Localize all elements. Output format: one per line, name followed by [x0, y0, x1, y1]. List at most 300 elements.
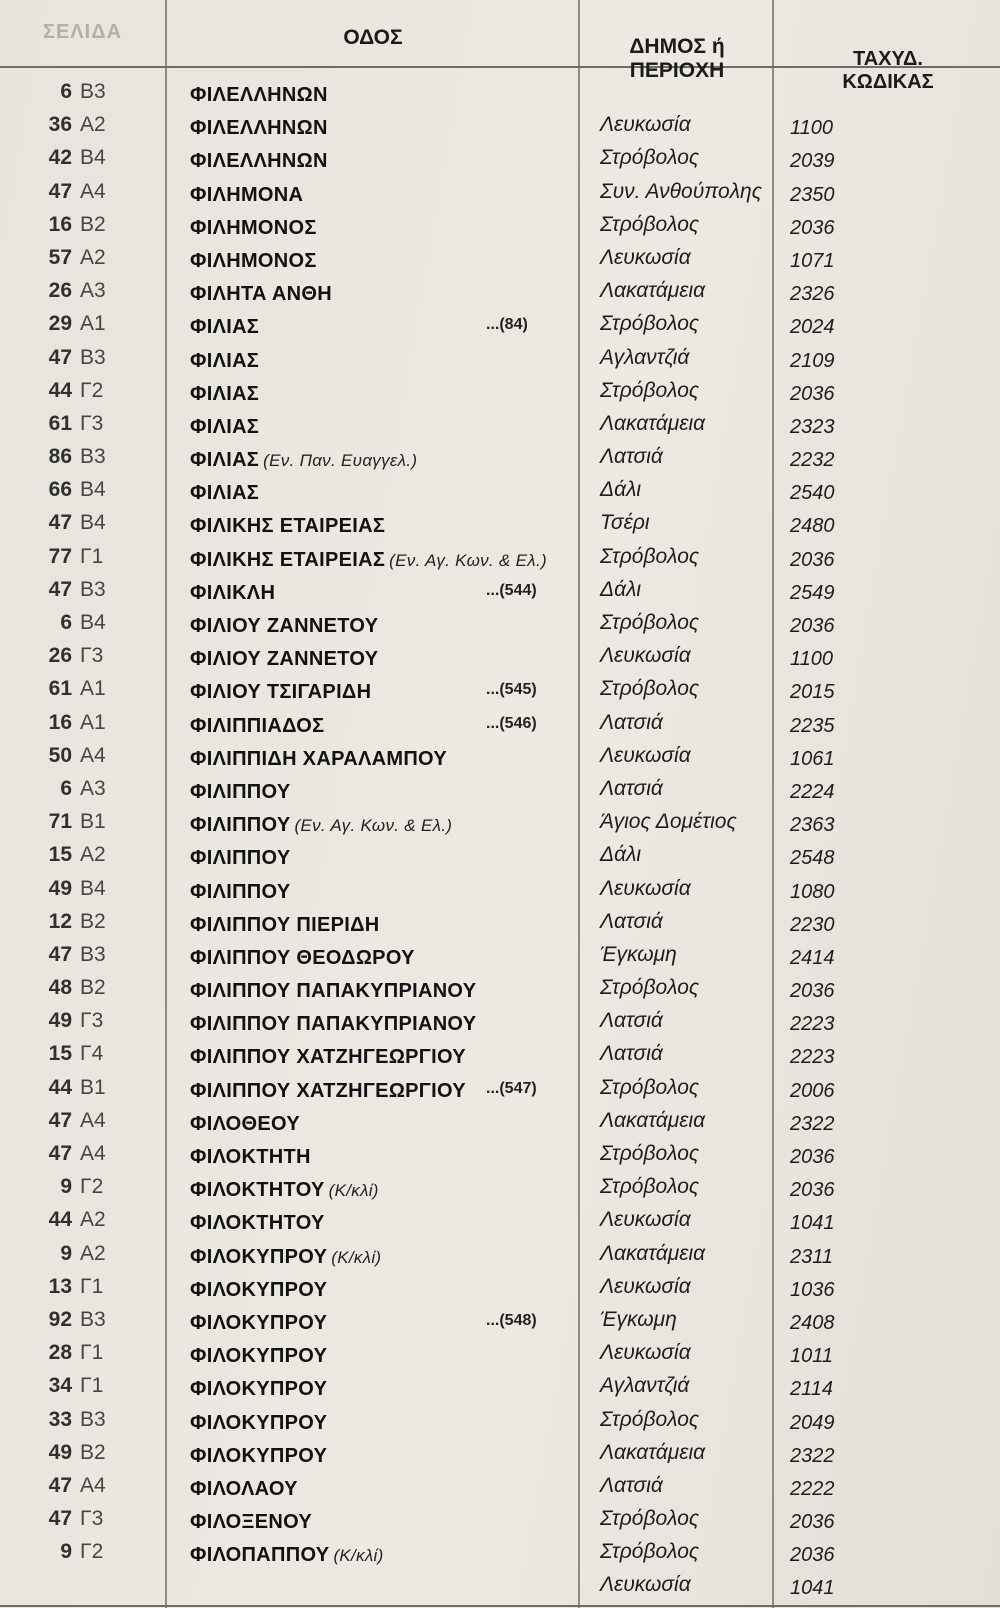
page-ref — [6, 346, 158, 370]
postal-code: 2540 — [790, 482, 835, 505]
street-name-cell — [190, 217, 321, 240]
street-name-cell — [190, 881, 295, 904]
page-number: 47 — [48, 1142, 72, 1165]
page-number: 42 — [48, 146, 72, 170]
page-number: 49 — [48, 1009, 72, 1033]
page-number: 47 — [48, 179, 72, 203]
postal-code: 2036 — [790, 548, 835, 571]
page-number: 16 — [48, 212, 72, 236]
street-name-cell — [190, 748, 451, 771]
area-name: Στρόβολος — [600, 1175, 700, 1199]
street-name: ΦΙΛΟΛΑΟΥ — [190, 1477, 298, 1500]
grid-ref: B3 — [80, 345, 106, 369]
street-name-cell — [190, 1279, 331, 1302]
area-name: Λατσιά — [600, 445, 663, 469]
page-number: 71 — [48, 810, 72, 834]
table-row — [0, 673, 1000, 706]
street-name-cell — [190, 715, 328, 738]
page-number: 47 — [48, 345, 72, 369]
street-name: ΦΙΛΙΚΛΗ — [190, 581, 276, 604]
street-name-cell — [190, 781, 295, 804]
grid-ref: B3 — [80, 942, 106, 966]
page-ref — [6, 644, 158, 668]
postal-code: 2223 — [790, 1046, 835, 1069]
postal-code: 2036 — [790, 1179, 835, 1202]
page-number: 48 — [48, 976, 72, 1000]
table-row — [0, 1370, 1000, 1403]
postal-code: 2036 — [790, 1511, 835, 1534]
postal-code: 2024 — [790, 316, 835, 339]
area-name: Λευκωσία — [600, 743, 691, 767]
page-number: 47 — [48, 1473, 72, 1497]
street-name: ΦΙΛΙΑΣ — [190, 316, 260, 339]
table-row — [0, 176, 1000, 209]
page-number: 47 — [48, 942, 72, 966]
grid-ref: Γ3 — [80, 644, 104, 668]
page-ref — [6, 445, 158, 469]
postal-code: 2414 — [790, 946, 835, 969]
table-row — [0, 906, 1000, 939]
postal-code: 2224 — [790, 780, 835, 803]
page-ref — [6, 1441, 158, 1465]
page-number: 44 — [48, 1075, 72, 1099]
street-name-cell — [190, 449, 417, 472]
street-name-cell — [190, 1577, 194, 1600]
street-name-cell — [190, 283, 336, 306]
table-row — [0, 740, 1000, 773]
page-number: 61 — [48, 411, 72, 435]
page-ref — [6, 1374, 158, 1398]
street-name-cell — [190, 615, 382, 638]
postal-code: 2408 — [790, 1311, 835, 1334]
street-name: ΦΙΛΙΚΗΣ ΕΤΑΙΡΕΙΑΣ — [190, 515, 386, 538]
postal-code: 2350 — [790, 183, 835, 206]
page-ref — [6, 113, 158, 137]
street-name: ΦΙΛΙΑΣ — [190, 382, 260, 405]
table-row — [0, 707, 1000, 740]
street-name-cell — [190, 84, 332, 107]
area-name: Λατσιά — [600, 710, 663, 734]
street-name: ΦΙΛΙΟΥ ΖΑΝΝΕΤΟΥ — [190, 615, 379, 637]
street-name-cell — [190, 947, 419, 970]
page-ref — [6, 1341, 158, 1365]
table-row — [0, 1337, 1000, 1370]
street-name-cell — [190, 980, 480, 1003]
area-name: Λακατάμεια — [600, 1440, 706, 1464]
area-name: Έγκωμη — [600, 942, 677, 966]
page-ref — [6, 545, 158, 569]
grid-ref: Γ2 — [80, 1175, 104, 1199]
page-ref — [6, 943, 158, 967]
footnote-ref: ...(548) — [486, 1311, 537, 1329]
page-number: 9 — [60, 1540, 72, 1564]
postal-code: 2548 — [790, 847, 835, 870]
street-name-cell — [190, 117, 332, 140]
street-name: ΦΙΛΟΚΤΗΤΟΥ — [190, 1179, 325, 1202]
postal-code: 2230 — [790, 913, 835, 936]
grid-ref: A2 — [80, 113, 106, 137]
grid-ref: A3 — [80, 776, 106, 800]
street-note: (Κ/κλί) — [328, 1181, 379, 1201]
page-ref — [6, 910, 158, 934]
street-note: (Εν. Παν. Ευαγγελ.) — [263, 451, 418, 471]
page-number: 34 — [48, 1374, 72, 1398]
page-ref — [6, 412, 158, 436]
page-ref — [6, 1408, 158, 1432]
grid-ref: Γ1 — [80, 544, 104, 568]
page-ref — [6, 578, 158, 602]
area-name: Δάλι — [600, 478, 642, 502]
table-row — [0, 939, 1000, 972]
grid-ref: Γ1 — [80, 1341, 104, 1365]
street-name-cell — [190, 1146, 315, 1169]
postal-code: 1100 — [790, 648, 834, 671]
area-name: Στρόβολος — [600, 1407, 700, 1431]
grid-ref: B2 — [80, 976, 106, 1000]
page-ref — [6, 1142, 158, 1166]
footer-rule — [0, 1605, 1000, 1607]
grid-ref: A4 — [80, 1142, 106, 1165]
table-row — [0, 607, 1000, 640]
table-row — [0, 972, 1000, 1005]
postal-code: 1071 — [790, 249, 835, 272]
area-name: Δάλι — [600, 843, 642, 867]
page-number: 61 — [48, 677, 72, 701]
header-page: ΣΕΛΙΔΑ — [42, 20, 123, 43]
street-name-cell — [190, 1113, 304, 1136]
grid-ref: B1 — [80, 810, 106, 834]
area-name: Λευκωσία — [600, 245, 691, 269]
postal-code: 1080 — [790, 880, 835, 903]
street-name-cell — [190, 515, 389, 538]
table-row — [0, 342, 1000, 375]
postal-code: 1041 — [790, 1212, 835, 1235]
postal-code: 2006 — [790, 1079, 835, 1102]
street-name: ΦΙΛΙΠΠΟΥ ΧΑΤΖΗΓΕΩΡΓΙΟΥ — [190, 1046, 466, 1069]
page-ref — [6, 1540, 158, 1564]
area-name: Συν. Ανθούπολης — [600, 179, 762, 203]
area-name: Στρόβολος — [600, 1507, 700, 1531]
table-row — [0, 308, 1000, 341]
grid-ref: B3 — [80, 1407, 106, 1431]
table-row — [0, 1105, 1000, 1138]
grid-ref: A4 — [80, 1473, 106, 1497]
street-name: ΦΙΛΙΟΥ ΖΑΝΝΕΤΟΥ — [190, 648, 379, 671]
area-name: Στρόβολος — [600, 146, 700, 170]
area-name: Λατσιά — [600, 1042, 663, 1066]
postal-code: 2036 — [790, 615, 835, 637]
grid-ref: Γ4 — [80, 1042, 104, 1066]
grid-ref: B4 — [80, 876, 106, 900]
street-name: ΦΙΛΟΞΕΝΟΥ — [190, 1511, 313, 1534]
street-name-cell — [190, 350, 263, 373]
street-name-cell — [190, 1013, 480, 1036]
street-name: ΦΙΛΙΠΠΟΥ — [190, 847, 291, 870]
page-ref — [6, 1507, 158, 1531]
header-zip-line2: ΚΩΔΙΚΑΣ — [842, 71, 934, 93]
postal-code: 2036 — [790, 216, 835, 239]
postal-code: 2114 — [790, 1378, 834, 1401]
street-name: ΦΙΛΙΠΠΟΥ ΧΑΤΖΗΓΕΩΡΓΙΟΥ — [190, 1079, 466, 1102]
table-row — [0, 773, 1000, 806]
area-name: Στρόβολος — [600, 544, 700, 568]
grid-ref: B4 — [80, 511, 106, 535]
page-ref — [6, 843, 158, 867]
area-name: Λευκωσία — [600, 644, 691, 668]
table-row — [0, 574, 1000, 607]
grid-ref: A3 — [80, 279, 106, 303]
street-name-cell — [190, 316, 263, 339]
page-ref — [6, 279, 158, 303]
page-ref — [6, 312, 158, 336]
street-name: ΦΙΛΕΛΛΗΝΩΝ — [190, 117, 328, 140]
page-number: 77 — [48, 544, 72, 568]
postal-code: 2036 — [790, 1146, 835, 1168]
street-name: ΦΙΛΙΠΠΟΥ ΠΑΠΑΚΥΠΡΙΑΝΟΥ — [190, 980, 477, 1003]
postal-code: 2223 — [790, 1013, 835, 1036]
street-name-cell — [190, 1478, 302, 1501]
grid-ref: B1 — [80, 1075, 106, 1099]
grid-ref: A1 — [80, 710, 106, 734]
page-number: 26 — [48, 279, 72, 303]
postal-code: 2363 — [790, 814, 835, 837]
postal-code: 2549 — [790, 581, 835, 604]
header-zip-line1: ΤΑΧΥΔ. — [853, 48, 923, 70]
area-name: Στρόβολος — [600, 1540, 700, 1564]
postal-code: 2015 — [790, 681, 835, 704]
street-name: ΦΙΛΙΑΣ — [190, 482, 260, 505]
footnote-ref: ...(546) — [486, 714, 537, 732]
grid-ref: Γ3 — [80, 411, 104, 435]
page-number: 36 — [48, 113, 72, 137]
area-name: Λευκωσία — [600, 1341, 691, 1365]
street-name: ΦΙΛΕΛΛΗΝΩΝ — [190, 150, 328, 173]
street-name: ΦΙΛΙΠΠΟΥ — [190, 814, 291, 837]
page-number: 26 — [48, 644, 72, 668]
street-name-cell — [190, 1511, 316, 1534]
street-name: ΦΙΛΟΚΥΠΡΟΥ — [190, 1378, 328, 1401]
street-name: ΦΙΛΙΟΥ ΤΣΙΓΑΡΙΔΗ — [190, 681, 372, 704]
grid-ref: Γ2 — [80, 1540, 104, 1564]
street-name: ΦΙΛΗΜΟΝΟΣ — [190, 216, 317, 239]
page-ref — [6, 1208, 158, 1232]
page-ref — [6, 511, 158, 535]
postal-code: 1061 — [790, 747, 835, 770]
postal-code: 2036 — [790, 980, 835, 1003]
table-row — [0, 375, 1000, 408]
table-row — [0, 1470, 1000, 1503]
table-row — [0, 1536, 1000, 1569]
grid-ref: A2 — [80, 1241, 106, 1265]
area-name: Στρόβολος — [600, 378, 700, 402]
street-note: (Κ/κλί) — [331, 1247, 382, 1267]
street-name: ΦΙΛΟΚΤΗΤΟΥ — [190, 1212, 325, 1235]
grid-ref: B3 — [80, 445, 106, 469]
street-name-cell — [190, 1445, 331, 1468]
page-number: 49 — [48, 1440, 72, 1464]
page-ref — [6, 877, 158, 901]
page-number: 66 — [48, 478, 72, 502]
grid-ref: B4 — [80, 478, 106, 502]
postal-code: 2311 — [790, 1245, 834, 1268]
grid-ref: B2 — [80, 1440, 106, 1464]
table-row — [0, 1437, 1000, 1470]
street-name-cell — [190, 1246, 381, 1269]
page-number: 12 — [48, 909, 72, 933]
area-name: Στρόβολος — [600, 312, 700, 336]
street-name: ΦΙΛΙΠΠΟΥ — [190, 780, 291, 803]
street-name-cell — [190, 184, 307, 207]
street-name: ΦΙΛΙΑΣ — [190, 449, 260, 472]
street-name-cell — [190, 482, 263, 505]
table-row — [0, 806, 1000, 839]
page-number: 15 — [48, 843, 72, 867]
page-number: 44 — [48, 1208, 72, 1232]
table-row — [0, 142, 1000, 175]
table-row — [0, 474, 1000, 507]
street-name: ΦΙΛΙΠΠΟΥ ΠΑΠΑΚΥΠΡΙΑΝΟΥ — [190, 1013, 477, 1036]
page-number: 50 — [48, 743, 72, 767]
page-number: 92 — [48, 1307, 72, 1331]
page-ref — [6, 1175, 158, 1199]
street-name: ΦΙΛΟΚΥΠΡΟΥ — [190, 1311, 328, 1334]
street-name: ΦΙΛΙΠΠΙΑΔΟΣ — [190, 714, 325, 737]
street-name: ΦΙΛΟΚΥΠΡΟΥ — [190, 1278, 328, 1301]
footnote-ref: ...(84) — [486, 316, 528, 334]
page-number: 47 — [48, 1108, 72, 1132]
street-name-cell — [190, 1544, 384, 1567]
street-name: ΦΙΛΟΘΕΟΥ — [190, 1112, 300, 1135]
grid-ref: B3 — [80, 80, 106, 103]
street-name-cell — [190, 914, 384, 937]
area-name: Λατσιά — [600, 1009, 663, 1033]
street-name-cell — [190, 1345, 331, 1368]
area-name: Λευκωσία — [600, 1573, 691, 1597]
page-number: 28 — [48, 1341, 72, 1365]
street-name-cell — [190, 648, 382, 671]
area-name: Λευκωσία — [600, 1274, 691, 1298]
postal-code: 1100 — [790, 117, 834, 140]
page-number: 47 — [48, 577, 72, 601]
page-ref — [6, 711, 158, 735]
street-name-cell — [190, 847, 295, 870]
street-name: ΦΙΛΗΜΟΝΑ — [190, 183, 304, 206]
page-ref — [6, 744, 158, 768]
street-name-cell — [190, 1312, 331, 1335]
street-name: ΦΙΛΟΚΥΠΡΟΥ — [190, 1444, 328, 1467]
table-row — [0, 1072, 1000, 1105]
postal-code: 2222 — [790, 1477, 835, 1500]
postal-code: 1036 — [790, 1278, 835, 1301]
grid-ref: B3 — [80, 577, 106, 601]
postal-code: 2109 — [790, 349, 835, 372]
page-number: 49 — [48, 876, 72, 900]
grid-ref: A1 — [80, 677, 106, 701]
page-ref — [6, 478, 158, 502]
page-number: 47 — [48, 511, 72, 535]
grid-ref: B3 — [80, 1307, 106, 1331]
area-name: Λακατάμεια — [600, 411, 706, 435]
page-ref — [6, 1109, 158, 1133]
page-ref — [6, 810, 158, 834]
page-ref — [6, 976, 158, 1000]
area-name: Αγλαντζιά — [600, 1374, 690, 1398]
street-name-cell — [190, 1378, 331, 1401]
grid-ref: Γ1 — [80, 1374, 104, 1398]
area-name: Στρόβολος — [600, 212, 700, 236]
footnote-ref: ...(544) — [486, 581, 537, 599]
page-ref — [6, 677, 158, 701]
grid-ref: A2 — [80, 843, 106, 867]
page-ref — [6, 1308, 158, 1332]
table-row — [0, 76, 1000, 109]
street-name: ΦΙΛΟΚΤΗΤΗ — [190, 1146, 311, 1168]
street-name-cell — [190, 1412, 331, 1435]
page-number: 29 — [48, 312, 72, 336]
footnote-ref: ...(545) — [486, 681, 537, 699]
postal-code: 2036 — [790, 1544, 835, 1567]
page-number: 33 — [48, 1407, 72, 1431]
street-name: ΦΙΛΕΛΛΗΝΩΝ — [190, 84, 328, 106]
area-name: Στρόβολος — [600, 1142, 700, 1165]
table-row — [0, 1271, 1000, 1304]
page-ref — [6, 777, 158, 801]
table-row — [0, 1304, 1000, 1337]
area-name: Λακατάμεια — [600, 279, 706, 303]
table-row — [0, 1171, 1000, 1204]
area-name: Στρόβολος — [600, 1075, 700, 1099]
table-row — [0, 275, 1000, 308]
street-name: ΦΙΛΙΠΠΟΥ ΠΙΕΡΙΔΗ — [190, 913, 380, 936]
page-ref — [6, 611, 158, 635]
grid-ref: A1 — [80, 312, 106, 336]
street-name-cell — [190, 150, 332, 173]
postal-code: 2049 — [790, 1411, 835, 1434]
area-name: Λευκωσία — [600, 876, 691, 900]
area-name: Στρόβολος — [600, 976, 700, 1000]
table-row — [0, 1005, 1000, 1038]
grid-ref: B4 — [80, 611, 106, 634]
page-ref — [6, 1009, 158, 1033]
table-row — [0, 408, 1000, 441]
grid-ref: A2 — [80, 245, 106, 269]
street-name-cell — [190, 681, 375, 704]
area-name: Λευκωσία — [600, 113, 691, 137]
postal-code: 2322 — [790, 1112, 835, 1135]
street-name: ΦΙΛΙΑΣ — [190, 415, 260, 438]
street-name: ΦΙΛΗΜΟΝΟΣ — [190, 249, 317, 272]
table-row — [0, 242, 1000, 275]
area-name: Λακατάμεια — [600, 1241, 706, 1265]
page-number: 13 — [48, 1274, 72, 1298]
street-name-cell — [190, 1080, 470, 1103]
table-row — [0, 1138, 1000, 1171]
area-name: Στρόβολος — [600, 677, 700, 701]
page-number: 9 — [60, 1175, 72, 1199]
table-row — [0, 1404, 1000, 1437]
header-area-line1: ΔΗΜΟΣ ή — [629, 34, 725, 58]
page-ref — [6, 1042, 158, 1066]
page-number: 16 — [48, 710, 72, 734]
postal-code: 1011 — [790, 1345, 834, 1368]
page-ref — [6, 1573, 158, 1597]
grid-ref: Γ3 — [80, 1507, 104, 1531]
table-row — [0, 1569, 1000, 1602]
area-name: Λατσιά — [600, 909, 663, 933]
table-row — [0, 541, 1000, 574]
table-row — [0, 839, 1000, 872]
grid-ref: Γ1 — [80, 1274, 104, 1298]
